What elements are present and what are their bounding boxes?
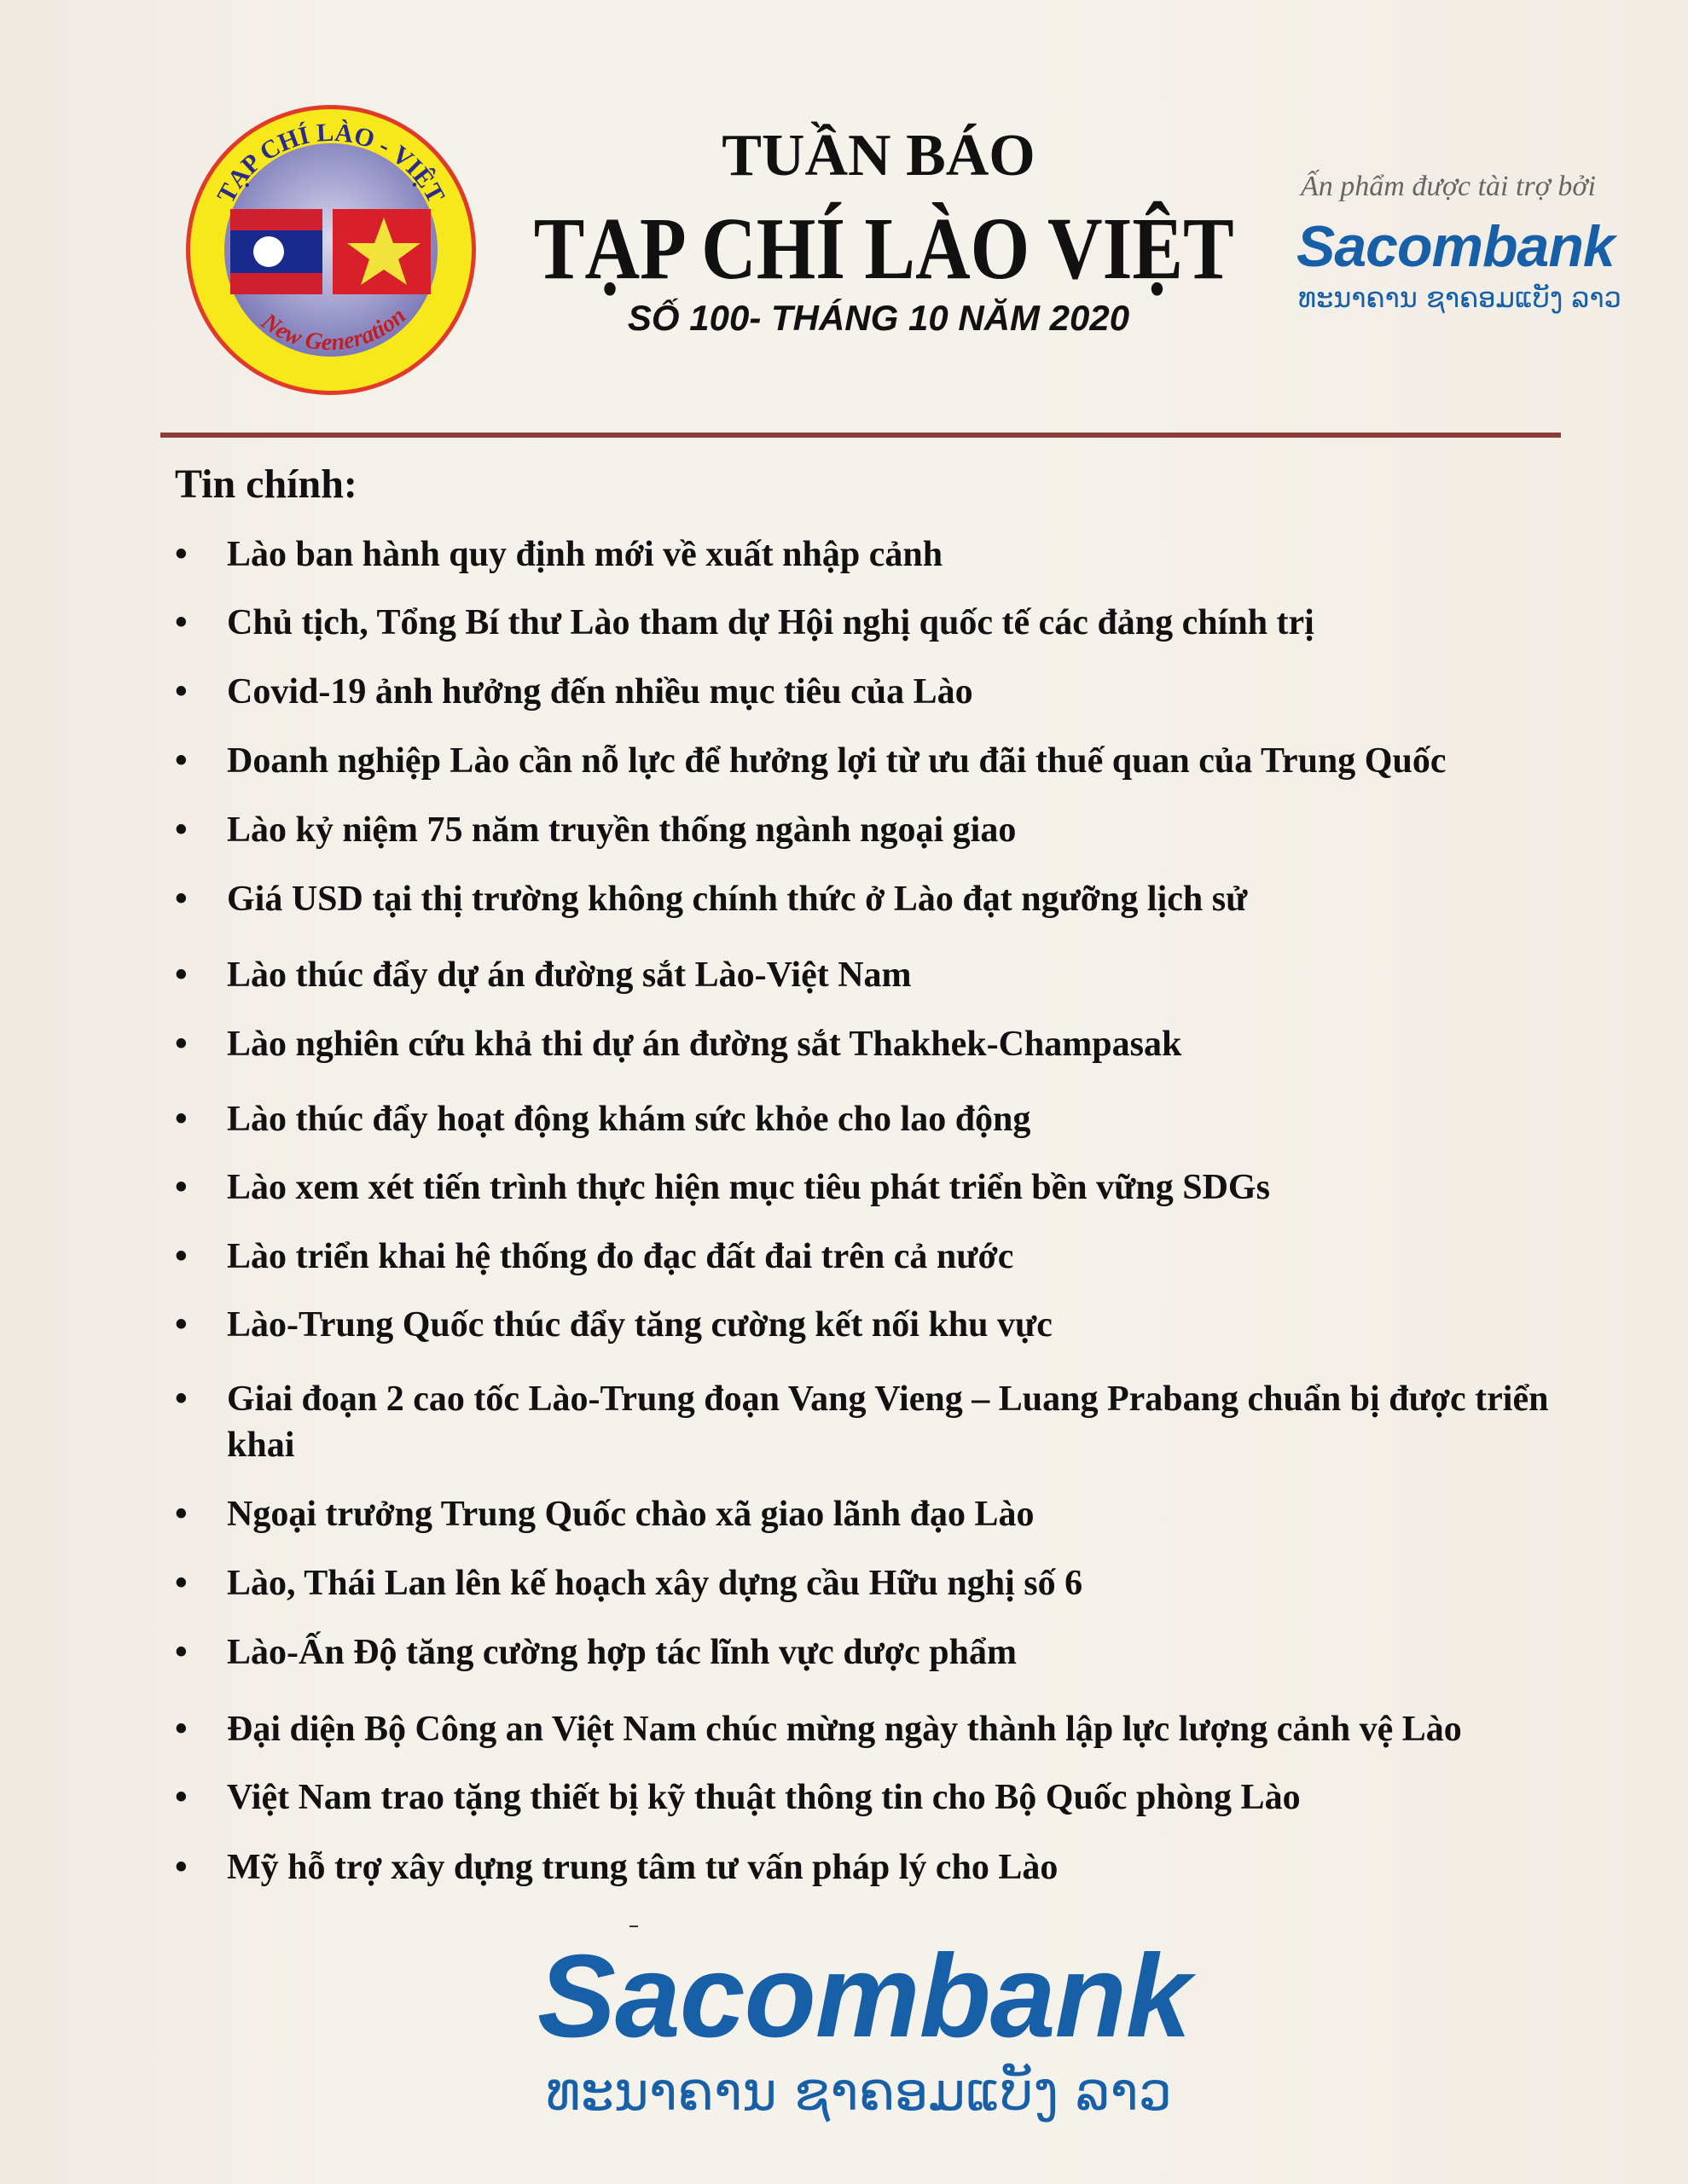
list-item: • Lào thúc đẩy hoạt động khám sức khỏe cho lao động xyxy=(175,1096,1030,1142)
section-heading: Tin chính: xyxy=(175,462,357,507)
svg-text:New Generation: New Generation xyxy=(256,302,412,357)
bullet-icon: • xyxy=(175,603,188,642)
list-item: • Lào, Thái Lan lên kế hoạch xây dựng cầu Hữu nghị số 6 xyxy=(175,1560,1082,1606)
list-item: • Lào ban hành quy định mới về xuất nhập cảnh xyxy=(175,531,943,578)
bullet-icon: • xyxy=(175,880,188,919)
issue-number: SỐ 100- THÁNG 10 NĂM 2020 xyxy=(627,298,1130,338)
bullet-icon: • xyxy=(175,535,188,574)
list-item: • Việt Nam trao tặng thiết bị kỹ thuật thông tin cho Bộ Quốc phòng Lào xyxy=(175,1774,1301,1821)
footer-sponsor-logo: Sacombank xyxy=(537,1931,1191,2062)
footer-sponsor-logo-lao: ທະນາຄານ ຊາຄອມແບັງ ລາວ xyxy=(546,2060,1172,2123)
sponsor-label: Ấn phẩm được tài trợ bởi xyxy=(1301,171,1596,202)
bullet-icon: • xyxy=(175,741,188,781)
bullet-icon: • xyxy=(175,1168,188,1207)
bullet-icon: • xyxy=(175,1710,188,1749)
bullet-icon: • xyxy=(175,1100,188,1139)
magazine-logo xyxy=(183,102,479,398)
list-item: • Lào xem xét tiến trình thực hiện mục tiêu phát triển bền vững SDGs xyxy=(175,1165,1270,1211)
publication-kicker: TUẦN BÁO xyxy=(722,123,1035,189)
list-item: • Lào-Trung Quốc thúc đẩy tăng cường kết nối khu vực xyxy=(175,1302,1053,1348)
list-item: • Covid-19 ảnh hưởng đến nhiều mục tiêu của Lào xyxy=(175,669,973,715)
list-item: • Lào thúc đẩy dự án đường sắt Lào-Việt Nam xyxy=(175,952,912,998)
bullet-icon: • xyxy=(175,672,188,712)
bullet-icon: • xyxy=(175,810,188,850)
list-item: • Lào kỷ niệm 75 năm truyền thống ngành ngoại giao xyxy=(175,807,1016,853)
list-item: • Chủ tịch, Tổng Bí thư Lào tham dự Hội nghị quốc tế các đảng chính trị xyxy=(175,600,1314,646)
bullet-icon: • xyxy=(175,1778,188,1817)
list-item: • Đại diện Bộ Công an Việt Nam chúc mừng ngày thành lập lực lượng cảnh vệ Lào xyxy=(175,1706,1462,1752)
sponsor-logo: Sacombank xyxy=(1296,214,1615,279)
list-item: • Lào-Ấn Độ tăng cường hợp tác lĩnh vực dược phẩm xyxy=(175,1629,1017,1676)
bullet-icon: • xyxy=(175,1025,188,1064)
bullet-icon: • xyxy=(175,1633,188,1672)
list-item: • Doanh nghiệp Lào cần nỗ lực để hưởng lợi từ ưu đãi thuế quan của Trung Quốc xyxy=(175,738,1446,784)
list-item: • Lào nghiên cứu khả thi dự án đường sắt Thakhek-Champasak xyxy=(175,1021,1181,1067)
list-item: • Giai đoạn 2 cao tốc Lào-Trung đoạn Vang Vieng – Luang Prabang chuẩn bị được triển khai xyxy=(175,1376,1582,1468)
list-item: • Lào triển khai hệ thống đo đạc đất đai trên cả nước xyxy=(175,1234,1013,1280)
bullet-icon: • xyxy=(175,1495,188,1534)
bullet-icon: • xyxy=(175,1564,188,1603)
bullet-icon: • xyxy=(175,1305,188,1345)
bullet-icon: • xyxy=(175,1380,188,1419)
bullet-icon: • xyxy=(175,956,188,995)
svg-text:TẠP CHÍ LÀO - VIỆT: TẠP CHÍ LÀO - VIỆT xyxy=(212,118,450,208)
list-item: • Ngoại trưởng Trung Quốc chào xã giao lãnh đạo Lào xyxy=(175,1491,1035,1537)
publication-title: TẠP CHÍ LÀO VIỆT xyxy=(533,200,1234,298)
decorative-dash xyxy=(629,1926,638,1927)
sponsor-logo-lao: ທະນາຄານ ຊາຄອມແບັງ ລາວ xyxy=(1298,282,1621,314)
bullet-icon: • xyxy=(175,1848,188,1887)
list-item: • Mỹ hỗ trợ xây dựng trung tâm tư vấn pháp lý cho Lào xyxy=(175,1844,1058,1891)
header-divider xyxy=(160,433,1561,438)
bullet-icon: • xyxy=(175,1237,188,1276)
list-item: • Giá USD tại thị trường không chính thức ở Lào đạt ngưỡng lịch sử xyxy=(175,876,1247,922)
